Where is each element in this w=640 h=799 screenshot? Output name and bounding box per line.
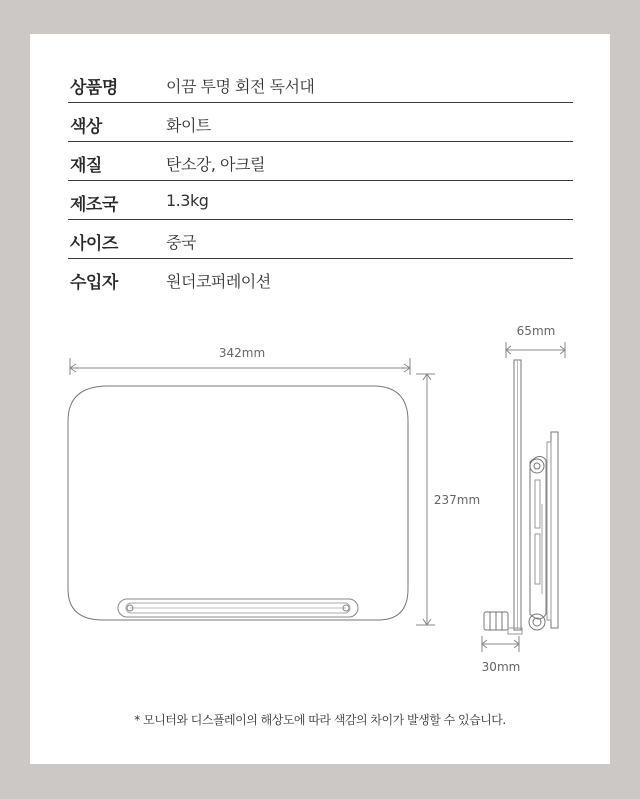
spec-value: 원더코퍼레이션 bbox=[166, 272, 271, 291]
depth-top-label: 65mm bbox=[516, 324, 556, 338]
depth-bottom-dimension bbox=[482, 636, 519, 652]
spec-label: 수입자 bbox=[70, 273, 118, 293]
spec-label: 색상 bbox=[70, 117, 102, 137]
spec-value: 화이트 bbox=[166, 116, 211, 135]
product-dimension-drawing bbox=[30, 34, 610, 764]
spec-value: 중국 bbox=[166, 233, 196, 252]
height-label: 237mm bbox=[433, 493, 481, 507]
spec-label: 사이즈 bbox=[70, 234, 118, 254]
stand-board-outline bbox=[68, 386, 408, 620]
spec-label: 제조국 bbox=[70, 195, 118, 215]
rear-bracket bbox=[551, 432, 558, 628]
depth-bottom-label: 30mm bbox=[481, 660, 521, 674]
hinge-arm bbox=[530, 456, 546, 619]
side-view bbox=[484, 360, 558, 634]
spec-value: 1.3kg bbox=[166, 191, 209, 210]
spec-label: 상품명 bbox=[70, 78, 118, 98]
height-dimension bbox=[416, 374, 435, 625]
spec-value: 이끔 투명 회전 독서대 bbox=[166, 77, 315, 96]
spec-card bbox=[30, 34, 610, 764]
spec-label: 재질 bbox=[70, 156, 102, 176]
color-disclaimer-note: * 모니터와 디스플레이의 해상도에 따라 색감의 차이가 발생할 수 있습니다. bbox=[134, 713, 506, 727]
depth-top-dimension bbox=[506, 342, 565, 358]
width-label: 342mm bbox=[218, 346, 266, 360]
front-view bbox=[68, 386, 408, 620]
width-dimension bbox=[70, 358, 410, 375]
spec-value: 탄소강, 아크릴 bbox=[166, 155, 265, 174]
